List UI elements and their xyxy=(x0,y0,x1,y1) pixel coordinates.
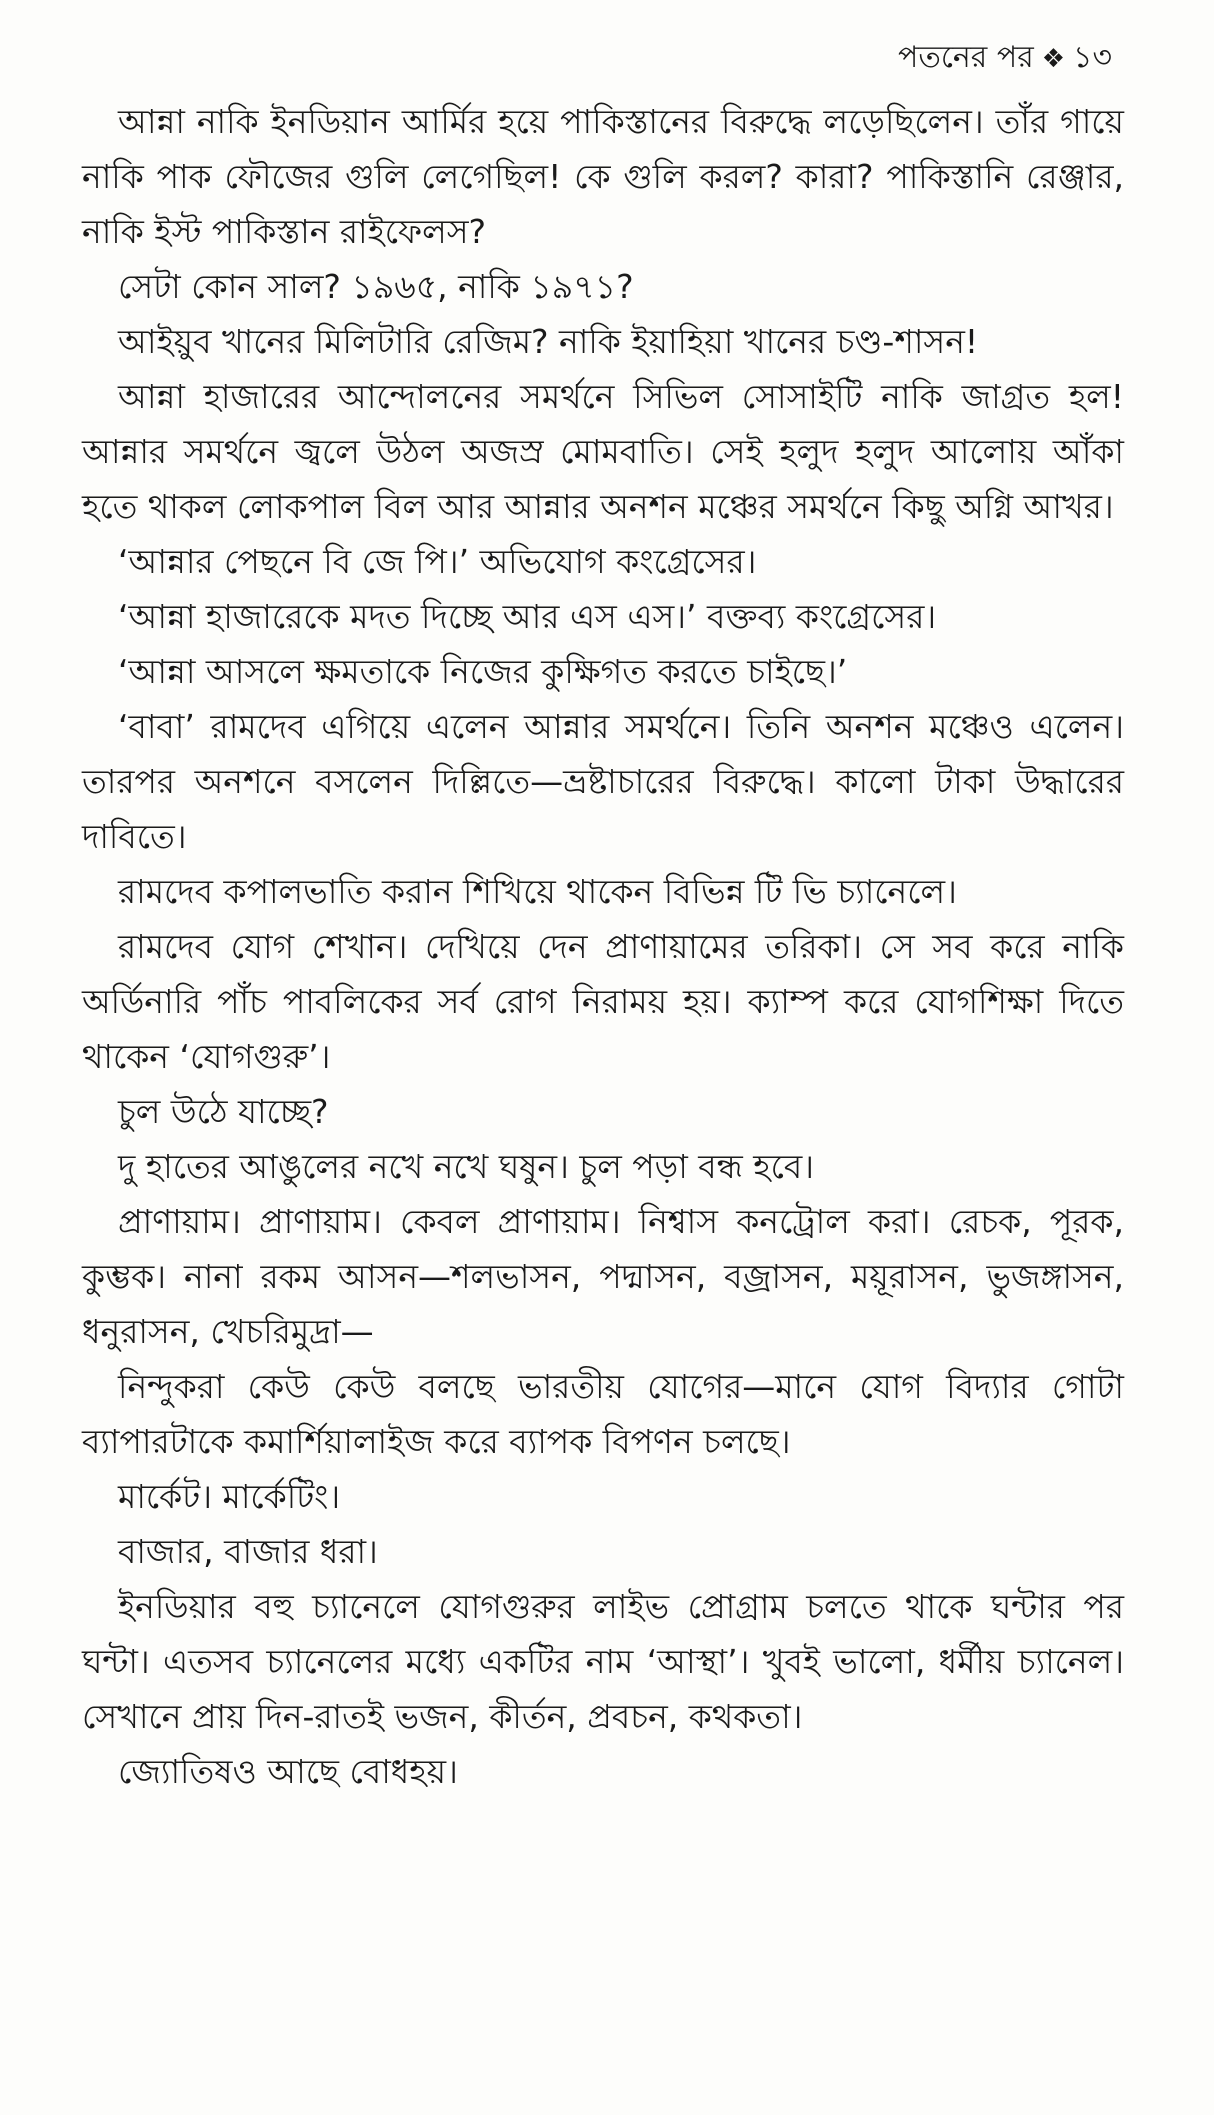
paragraph: ‘বাবা’ রামদেব এগিয়ে এলেন আন্নার সমর্থনে। তিনি অনশন মঞ্চেও এলেন। তারপর অনশনে বসলেন দিল্লিতে—ভ্রষ্টাচারের বিরুদ্ধে। কালো টাকা উদ্ধারের দাবিতে। xyxy=(82,707,1124,856)
ornament-separator-icon: ❖ xyxy=(1041,44,1066,74)
running-title: পতনের পর xyxy=(897,40,1034,75)
paragraph: দু হাতের আঙুলের নখে নখে ঘষুন। চুল পড়া বন্ধ হবে। xyxy=(118,1147,815,1186)
body-text xyxy=(82,94,1124,1799)
paragraph: প্রাণায়াম। প্রাণায়াম। কেবল প্রাণায়াম। নিশ্বাস কনট্রোল করা। রেচক, পূরক, কুম্ভক। নানা রকম আসন—শলভাসন, পদ্মাসন, বজ্রাসন, ময়ূরাসন, ভুজঙ্গাসন, ধনুরাসন, খেচরিমুদ্রা— xyxy=(82,1202,1124,1351)
page-number: ১৩ xyxy=(1073,40,1112,75)
paragraph: ‘আন্না আসলে ক্ষমতাকে নিজের কুক্ষিগত করতে চাইছে।’ xyxy=(118,652,848,691)
paragraph: সেটা কোন সাল? ১৯৬৫, নাকি ১৯৭১? xyxy=(118,267,634,306)
paragraph: জ্যোতিষও আছে বোধহয়। xyxy=(118,1752,458,1791)
paragraph: নিন্দুকরা কেউ কেউ বলছে ভারতীয় যোগের—মানে যোগ বিদ্যার গোটা ব্যাপারটাকে কমার্শিয়ালাইজ করে ব্যাপক বিপণন চলছে। xyxy=(82,1367,1124,1461)
paragraph: আইয়ুব খানের মিলিটারি রেজিম? নাকি ইয়াহিয়া খানের চণ্ড-শাসন! xyxy=(118,322,979,361)
running-header xyxy=(82,38,1124,94)
paragraph: আন্না নাকি ইনডিয়ান আর্মির হয়ে পাকিস্তানের বিরুদ্ধে লড়েছিলেন। তাঁর গায়ে নাকি পাক ফৌজের গুলি লেগেছিল! কে গুলি করল? কারা? পাকিস্তানি রেঞ্জার, নাকি ইস্ট পাকিস্তান রাইফেলস? xyxy=(82,102,1124,251)
paragraph: রামদেব কপালভাতি করান শিখিয়ে থাকেন বিভিন্ন টি ভি চ্যানেলে। xyxy=(118,872,957,911)
paragraph: ইনডিয়ার বহু চ্যানেলে যোগগুরুর লাইভ প্রোগ্রাম চলতে থাকে ঘন্টার পর ঘন্টা। এতসব চ্যানেলের মধ্যে একটির নাম ‘আস্থা’। খুবই ভালো, ধর্মীয় চ্যানেল। সেখানে প্রায় দিন-রাতই ভজন, কীর্তন, প্রবচন, কথকতা। xyxy=(82,1587,1124,1736)
paragraph: মার্কেট। মার্কেটিং। xyxy=(118,1477,341,1516)
paragraph: ‘আন্নার পেছনে বি জে পি।’ অভিযোগ কংগ্রেসের। xyxy=(118,542,757,581)
paragraph: ‘আন্না হাজারেকে মদত দিচ্ছে আর এস এস।’ বক্তব্য কংগ্রেসের। xyxy=(118,597,937,636)
paragraph: রামদেব যোগ শেখান। দেখিয়ে দেন প্রাণায়ামের তরিকা। সে সব করে নাকি অর্ডিনারি পাঁচ পাবলিকের সর্ব রোগ নিরাময় হয়। ক্যাম্প করে যোগশিক্ষা দিতে থাকেন ‘যোগগুরু’। xyxy=(82,927,1124,1076)
paragraph: আন্না হাজারের আন্দোলনের সমর্থনে সিভিল সোসাইটি নাকি জাগ্রত হল! আন্নার সমর্থনে জ্বলে উঠল অজস্র মোমবাতি। সেই হলুদ হলুদ আলোয় আঁকা হতে থাকল লোকপাল বিল আর আন্নার অনশন মঞ্চের সমর্থনে কিছু অগ্নি আখর। xyxy=(82,377,1124,526)
paragraph: চুল উঠে যাচ্ছে? xyxy=(118,1092,329,1131)
paragraph: বাজার, বাজার ধরা। xyxy=(118,1532,378,1571)
